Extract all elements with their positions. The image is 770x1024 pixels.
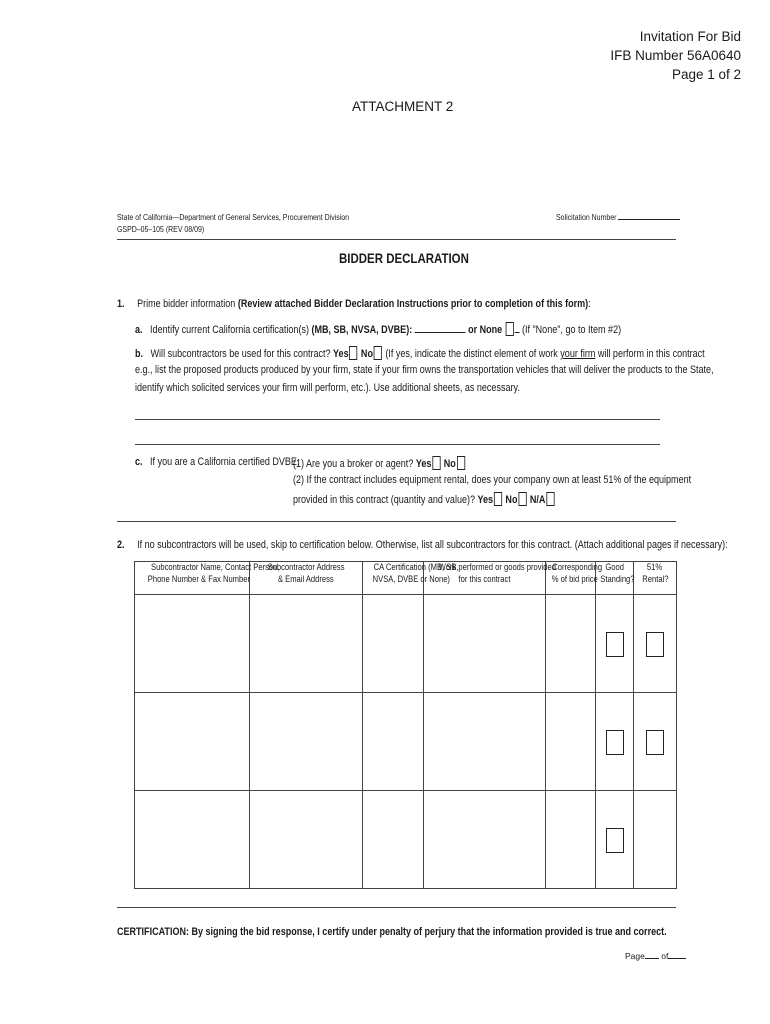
certification-rule bbox=[117, 907, 676, 908]
q1c-line bbox=[135, 456, 299, 468]
q1b-label: b. bbox=[135, 348, 144, 360]
equipment-na-checkbox[interactable] bbox=[546, 492, 554, 506]
q2-number: 2. bbox=[117, 539, 125, 551]
certification-cell[interactable] bbox=[363, 693, 424, 791]
col-header-rental-l1: 51% bbox=[647, 562, 663, 573]
q1-instructions: (Review attached Bidder Declaration Instructions prior to completion of this form) bbox=[237, 298, 589, 310]
table-row bbox=[135, 595, 677, 693]
subcontractor-address-cell[interactable] bbox=[250, 693, 363, 791]
subcontractor-table bbox=[134, 561, 677, 889]
solicitation-number-field[interactable] bbox=[556, 212, 680, 222]
bid-percent-cell[interactable] bbox=[546, 791, 596, 889]
work-description-line-2[interactable] bbox=[135, 444, 660, 445]
q1a-note: (If "None", go to Item #2) bbox=[521, 324, 622, 336]
certification-cell[interactable] bbox=[363, 595, 424, 693]
good-standing-cell bbox=[596, 693, 634, 791]
good-standing-checkbox[interactable] bbox=[606, 632, 624, 657]
col-header-cert-l2: NVSA, DVBE or None) bbox=[372, 574, 450, 585]
broker-question: (1) Are you a broker or agent? bbox=[293, 458, 414, 470]
col-header-name-l1: Subcontractor Name, Contact Person, bbox=[151, 562, 280, 573]
work-performed-cell[interactable] bbox=[424, 693, 546, 791]
equipment-no-label: No bbox=[505, 494, 518, 506]
rental-cell bbox=[634, 595, 677, 693]
col-header-good-l2: Standing? bbox=[600, 574, 635, 585]
q1-colon: : bbox=[588, 298, 591, 310]
equipment-yes-label: Yes bbox=[477, 494, 494, 506]
q1c-text: If you are a California certified DVBE: bbox=[150, 456, 300, 468]
col-header-rental-l2: Rental? bbox=[641, 574, 669, 585]
invitation-header bbox=[610, 27, 741, 84]
section-rule bbox=[117, 521, 676, 522]
col-header-work-l1: Work performed or goods provided bbox=[438, 562, 556, 573]
none-blank bbox=[515, 332, 520, 333]
good-standing-checkbox[interactable] bbox=[606, 828, 624, 853]
footer-of-label: of bbox=[661, 951, 669, 961]
equipment-yes-checkbox[interactable] bbox=[494, 492, 502, 506]
subcontractor-name-cell[interactable] bbox=[135, 595, 250, 693]
q1-text: Prime bidder information bbox=[137, 298, 236, 310]
agency-name: State of California—Department of General Services, Procurement Division bbox=[117, 212, 350, 222]
equipment-question-line-2 bbox=[293, 492, 555, 506]
q1b-rest-pre: (If yes, indicate the distinct element of work bbox=[385, 348, 558, 360]
table-header-row bbox=[135, 562, 677, 595]
form-number: GSPD–05–105 (REV 08/09) bbox=[117, 224, 205, 234]
page-of-footer bbox=[625, 951, 686, 961]
equipment-na-label: N/A bbox=[529, 494, 546, 506]
col-header-percent-l1: Corresponding bbox=[552, 562, 603, 573]
header-rule bbox=[117, 239, 676, 240]
col-header-rental bbox=[634, 562, 677, 595]
good-standing-cell bbox=[596, 595, 634, 693]
work-description-line-1[interactable] bbox=[135, 419, 660, 420]
q1c-broker-line bbox=[293, 456, 466, 470]
col-header-name-l2: Phone Number & Fax Number bbox=[147, 574, 251, 585]
good-standing-checkbox[interactable] bbox=[606, 730, 624, 755]
header-line-3: Page 1 of 2 bbox=[671, 67, 741, 82]
none-checkbox[interactable] bbox=[505, 322, 513, 336]
subcontractor-address-cell[interactable] bbox=[250, 595, 363, 693]
col-header-cert-l1: CA Certification (MB, SB, bbox=[373, 562, 459, 573]
equipment-question-text: provided in this contract (quantity and value)? bbox=[293, 494, 476, 506]
bid-percent-cell[interactable] bbox=[546, 693, 596, 791]
broker-yes-label: Yes bbox=[415, 458, 432, 470]
table-row bbox=[135, 791, 677, 889]
broker-no-checkbox[interactable] bbox=[457, 456, 465, 470]
certification-cell[interactable] bbox=[363, 791, 424, 889]
col-header-address-l1: Subcontractor Address bbox=[267, 562, 345, 573]
q1a-label: a. bbox=[135, 324, 143, 336]
q1b-text: Will subcontractors be used for this contract? bbox=[150, 348, 331, 360]
col-header-percent bbox=[546, 562, 603, 595]
rental-checkbox[interactable] bbox=[646, 730, 664, 755]
q1c-label: c. bbox=[135, 456, 143, 468]
broker-no-label: No bbox=[443, 458, 456, 470]
solicitation-number-blank[interactable] bbox=[618, 219, 680, 220]
work-performed-cell[interactable] bbox=[424, 791, 546, 889]
subcontractor-address-cell[interactable] bbox=[250, 791, 363, 889]
rental-checkbox[interactable] bbox=[646, 632, 664, 657]
rental-cell[interactable] bbox=[634, 791, 677, 889]
header-line-2: IFB Number 56A0640 bbox=[610, 48, 741, 63]
yes-label: Yes bbox=[333, 348, 349, 360]
q2-text: If no subcontractors will be used, skip to certification below. Otherwise, list all subcontractors for this contract. (Attach additional pages if necessary): bbox=[137, 539, 728, 551]
solicitation-label: Solicitation Number bbox=[556, 212, 617, 222]
no-label: No bbox=[360, 348, 373, 360]
good-standing-cell bbox=[596, 791, 634, 889]
work-performed-cell[interactable] bbox=[424, 595, 546, 693]
bid-percent-cell[interactable] bbox=[546, 595, 596, 693]
q1b-line-3: identify which solicited services your firm will perform, etc.). Use additional sheets, as necessary. bbox=[135, 382, 520, 394]
form-title: BIDDER DECLARATION bbox=[339, 250, 469, 266]
subcontractor-name-cell[interactable] bbox=[135, 791, 250, 889]
q2-line bbox=[117, 539, 728, 551]
subcontractor-name-cell[interactable] bbox=[135, 693, 250, 791]
q1-number: 1. bbox=[117, 298, 125, 310]
header-line-1: Invitation For Bid bbox=[639, 29, 741, 44]
or-none-label: or None bbox=[468, 324, 503, 336]
q1b-line bbox=[135, 346, 705, 360]
footer-of-blank[interactable] bbox=[668, 958, 686, 959]
attachment-title: ATTACHMENT 2 bbox=[352, 99, 454, 114]
col-header-address-l2: & Email Address bbox=[278, 574, 334, 585]
q1-line bbox=[117, 298, 591, 310]
certification-statement: CERTIFICATION: By signing the bid response, I certify under penalty of perjury that the information provided is true and correct. bbox=[117, 926, 667, 938]
table-row bbox=[135, 693, 677, 791]
footer-page-blank[interactable] bbox=[645, 958, 659, 959]
subcontractors-no-checkbox[interactable] bbox=[374, 346, 382, 360]
q1a-line bbox=[135, 322, 621, 336]
q1b-rest-underlined: your firm bbox=[560, 348, 596, 360]
subcontractors-yes-checkbox[interactable] bbox=[349, 346, 357, 360]
col-header-good-l1: Good bbox=[605, 562, 624, 573]
equipment-question-line-1: (2) If the contract includes equipment rental, does your company own at least 51% of the equipment bbox=[293, 474, 692, 486]
col-header-name bbox=[135, 562, 280, 595]
footer-page-label: Page bbox=[625, 951, 645, 961]
equipment-no-checkbox[interactable] bbox=[518, 492, 526, 506]
col-header-percent-l2: % of bid price bbox=[551, 574, 598, 585]
broker-yes-checkbox[interactable] bbox=[432, 456, 440, 470]
q1b-rest-post: will perform in this contract bbox=[597, 348, 705, 360]
q1b-line-2: e.g., list the proposed products produced by your firm, state if your firm owns the transportation vehicles that will deliver the products to the State, bbox=[135, 364, 714, 376]
rental-cell bbox=[634, 693, 677, 791]
certification-input[interactable] bbox=[415, 332, 466, 333]
q1a-text: Identify current California certification(s) bbox=[150, 324, 309, 336]
q1a-cert-types: (MB, SB, NVSA, DVBE): bbox=[311, 324, 413, 336]
col-header-certification bbox=[363, 562, 459, 595]
col-header-work-l2: for this contract bbox=[458, 574, 511, 585]
